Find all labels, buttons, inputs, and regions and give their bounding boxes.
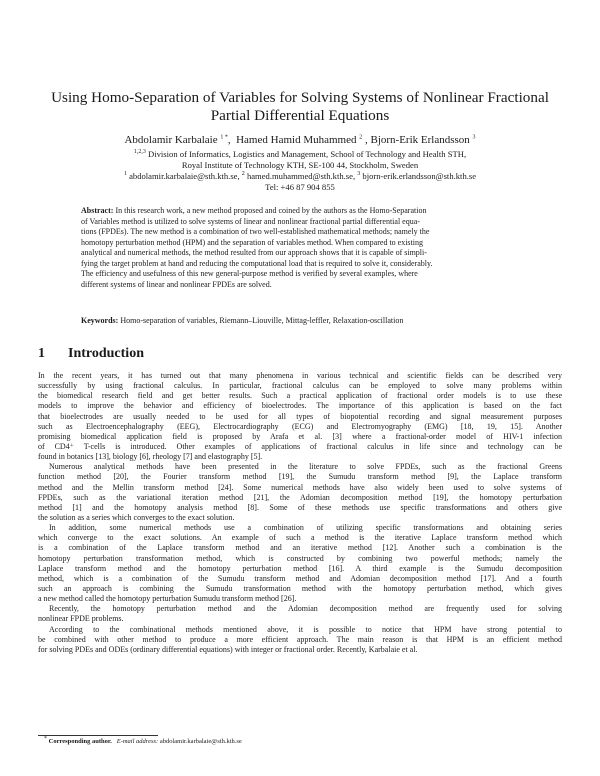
paragraph-line: of CD4⁺ T-cells is introduced. Other examples of applications of fractional calculus in life since and technology can be xyxy=(38,441,562,451)
introduction-body xyxy=(38,371,562,655)
author-3-mark: 3 xyxy=(472,134,476,141)
email-1: abdolamir.karbalaie@sth.kth.se xyxy=(129,170,238,181)
affiliation-block xyxy=(40,149,560,193)
paragraph-line: promising biomedical application field is proposed by Arafa et al. [3] where a fractional-order model of HIV-1 infection xyxy=(38,431,562,441)
paragraph-line: nonlinear FPDE problems. xyxy=(38,614,124,624)
paragraph-line: such as Electroencephalography (EEG), Electrocardiography (ECG) and Electromyography (EMG) [18, 19, 15]. Another xyxy=(38,421,562,431)
paragraph-line: In addition, some numerical methods use a combination of utilizing specific transformations and obtaining series xyxy=(49,523,562,533)
paragraph-line: the solution as a series which converges to the exact solution. xyxy=(38,512,235,522)
paragraph xyxy=(38,604,562,624)
abstract-line: analytical and numerical methods, the method resulted from our approach shows that it is capable of simpli- xyxy=(81,248,427,257)
affiliation-line-2: Royal Institute of Technology KTH, SE-100 44, Stockholm, Sweden xyxy=(181,159,419,170)
paper-title xyxy=(40,89,560,125)
section-title: Introduction xyxy=(68,346,144,361)
footnote: * Corresponding author. E-mail address: abdolamir.karbalaie@sth.kth.se xyxy=(44,735,242,745)
paragraph xyxy=(38,625,562,655)
paragraph xyxy=(38,462,562,523)
email-2: hamed.muhammed@sth.kth.se xyxy=(246,170,353,181)
telephone: Tel: +46 87 904 855 xyxy=(265,181,335,192)
email-line: $^1$ abdolamir.karbalaie@sth.kth.se, $^2$ hamed.muhammed@sth.kth.se, $^3$ bjorn-erik.erlandsson@sth.kth.se xyxy=(123,170,477,181)
paragraph-line: the biomedical research field and get better results. Such a practical application of fractional order models is to use these xyxy=(38,391,562,401)
section-heading xyxy=(38,346,144,362)
title-line-1: Using Homo-Separation of Variables for Solving Systems of Nonlinear Fractional xyxy=(51,89,549,106)
abstract-line: homotopy perturbation method (HPM) and the separation of variables method. When compared to existing xyxy=(81,237,423,247)
paragraph-line: successfully by using fractional calculus. In particular, fractional calculus can be employed to solve many problems within xyxy=(38,381,562,391)
abstract-line: different systems of linear and nonlinear FPDEs are solved. xyxy=(81,279,272,289)
paragraph-line: Laplace transform method and the homotopy perturbation method [16]. A third example is the Sumudu decomposition xyxy=(38,563,562,573)
footnote-email: abdolamir.karbalaie@sth.kth.se xyxy=(159,738,242,745)
footnote-rule xyxy=(38,735,158,736)
author-2: Hamed Hamid Muhammed xyxy=(236,134,357,146)
paragraph-line: models to improve the behavior and efficiency of bioelectrodes. The importance of this application is based on the fact xyxy=(38,401,562,411)
abstract-line: fying the target problem at hand and reducing the computational load that is required to solve it, considerably. xyxy=(81,258,433,268)
author-1-mark: 1 * xyxy=(220,134,228,141)
paragraph-line: Numerous analytical methods have been presented in the literature to solve FPDEs, such as the fractional Greens xyxy=(49,462,562,472)
paragraph-line: In the recent years, it has turned out that many phenomena in various technical and scientific fields can be described very xyxy=(38,371,562,380)
paragraph xyxy=(38,371,562,462)
email-3: bjorn-erik.erlandsson@sth.kth.se xyxy=(362,170,477,181)
keywords-text: Homo-separation of variables, Riemann–Liouville, Mittag-leffler, Relaxation-oscillation xyxy=(120,316,404,325)
paragraph-line: Recently, the homotopy perturbation method and the Adomian decomposition method are frequently used for solving xyxy=(49,604,562,614)
abstract xyxy=(81,206,519,290)
keywords-label: Keywords: xyxy=(81,316,119,325)
affiliation-line-1: $^{1,2,3}$ Division of Informatics, Logistics and Management, School of Technology and Health STH, xyxy=(133,149,467,159)
abstract-line: Abstract: In this research work, a new method proposed and coined by the authors as the Homo-Separation xyxy=(81,206,427,215)
author-list: Abdolamir Karbalaie $^{1 *}$, Hamed Hamid Muhammed $^2$ , Bjorn-Erik Erlandsson $^3$ xyxy=(124,134,476,146)
author-2-mark: 2 xyxy=(359,134,363,141)
paragraph-line: According to the combinational methods mentioned above, it is possible to notice that HPM have strong potential to xyxy=(49,624,562,634)
abstract-line: of Variables method is utilized to solve systems of linear and nonlinear fractional partial differential equa- xyxy=(81,216,420,226)
title-line-2: Partial Differential Equations xyxy=(210,107,390,124)
author-1: Abdolamir Karbalaie xyxy=(124,134,218,146)
paragraph-line: which converge to the exact solutions. An example of such a method is the iterative Laplace transform method which xyxy=(38,533,562,543)
paragraph xyxy=(38,523,562,604)
footnote-email-label: E-mail address: xyxy=(116,738,159,745)
paragraph-line: method, which is a combination of the Sumudu transform method and Adomian decomposition method [17]. And a fourth xyxy=(38,573,562,583)
paragraph-line: method and the Mellin transform method [24]. Some numerical methods have also widely been used to solve systems of xyxy=(38,482,562,492)
paragraph-line: homotopy perturbation transformation method, which is constructed by combining two powerful methods; namely the xyxy=(38,553,562,563)
abstract-line: tions (FPDEs). The new method is a combination of two well-established mathematical methods; namely the xyxy=(81,227,430,236)
abstract-label: Abstract: xyxy=(81,206,114,215)
paragraph-line: found in botanics [13], biology [6], rheology [7] and elastography [5]. xyxy=(38,452,263,462)
section-number: 1 xyxy=(38,346,45,361)
keywords xyxy=(81,316,521,326)
footnote-label: Corresponding author. xyxy=(48,738,112,745)
author-3: Bjorn-Erik Erlandsson xyxy=(370,134,470,146)
paragraph-line: such an approach is combining the Sumudu transformation method with the homotopy perturbation method, which gives xyxy=(38,583,562,593)
affiliation-mark: 1,2,3 xyxy=(133,149,146,156)
paragraph-line: a new method called the homotopy perturbation Sumudu transform method [26]. xyxy=(38,594,297,604)
paragraph-line: FPDEs, such as the variational iteration method [21], the Adomian decomposition method [19], the homotopy perturbation xyxy=(38,492,562,502)
paragraph-line: for solving PDEs and ODEs (ordinary differential equations) with integer or fractional order. Recently, Karbalaie et al. xyxy=(38,644,418,654)
paragraph-line: function method [20], the Fourier transform method [19], the Sumudu transform method [9], the Laplace transform xyxy=(38,472,562,482)
paragraph-line: that bioelectrodes are usually needed to be used for all types of biopotential recording and signal measurement purposes xyxy=(38,411,562,421)
abstract-line: The efficiency and usefulness of this new general-purpose method is verified by several examples, where xyxy=(81,269,418,278)
paragraph-line: method [1] and the homotopy analysis method [8]. Some of these methods use specific transformations and others give xyxy=(38,502,562,512)
paragraph-line: be combined with other method to produce a more efficient approach. The main reason is that HPM is an efficient method xyxy=(38,634,562,644)
paragraph-line: is a combination of the Laplace transform method and an iterative method [12]. Another such a combination is the xyxy=(38,543,562,553)
